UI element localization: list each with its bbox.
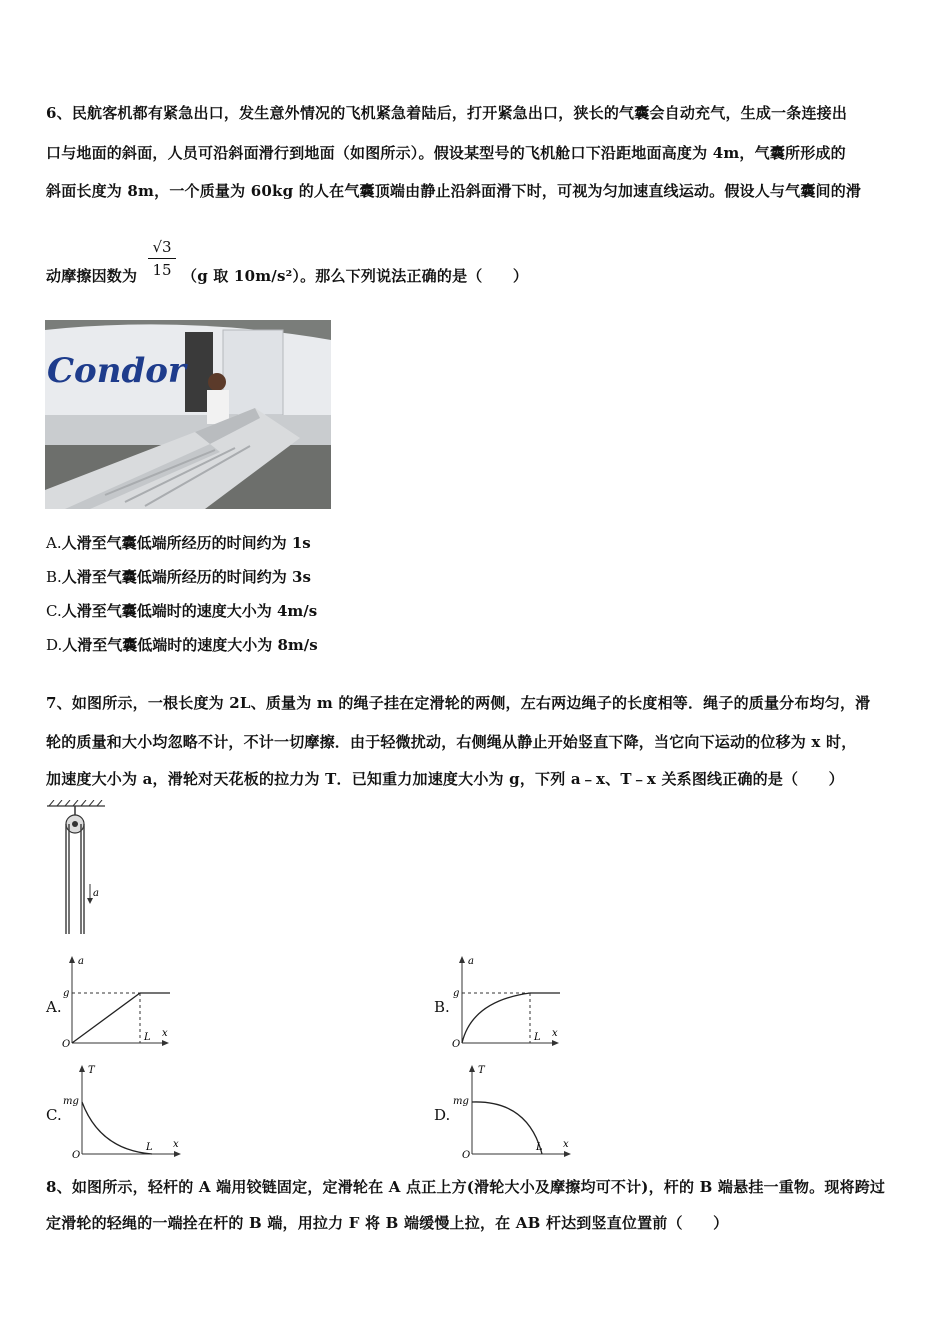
q6-option-a[interactable] [46, 532, 311, 553]
q6-option-b[interactable] [46, 566, 311, 587]
q6-option-c[interactable] [46, 600, 317, 621]
x-mark-label: L [144, 1032, 151, 1043]
x-mark-label: L [534, 1032, 541, 1043]
option-text: 人滑至气囊低端时的速度大小为 8m/s [62, 636, 318, 654]
y-mark-label: mg [63, 1096, 79, 1107]
fraction-denominator: 15 [152, 261, 172, 279]
origin-label: O [452, 1039, 461, 1049]
q7-text-line-1: 7、如图所示，一根长度为 2L、质量为 m 的绳子挂在定滑轮的两侧，左右两边绳子的长度相等．绳子的质量分布均匀，滑 [46, 694, 871, 712]
q7-option-a-letter: A. [46, 998, 62, 1016]
friction-coefficient-fraction [148, 238, 176, 279]
origin-label: O [62, 1039, 71, 1049]
q6-text-line-4-prefix: 动摩擦因数为 [46, 267, 138, 285]
q6-text-line-2: 口与地面的斜面，人员可沿斜面滑行到地面（如图所示）。假设某型号的飞机舱口下沿距地面高度为 4m，气囊所形成的 [46, 144, 846, 162]
y-mark-label: g [453, 988, 460, 999]
q7-text-line-3: 加速度大小为 a，滑轮对天花板的拉力为 T．已知重力加速度大小为 g，下列 a﹣x、T﹣x 关系图线正确的是（ ） [46, 770, 844, 788]
x-mark-label: L [146, 1142, 153, 1153]
acceleration-label: a [93, 888, 99, 899]
y-mark-label: g [63, 988, 70, 999]
option-letter: A. [46, 534, 62, 552]
option-letter: B. [46, 568, 62, 586]
y-mark-label: mg [453, 1096, 469, 1107]
x-axis-label: x [162, 1028, 168, 1039]
option-letter: C. [46, 602, 62, 620]
x-axis-label: x [552, 1028, 558, 1039]
q7-option-d-letter: D. [434, 1106, 451, 1124]
option-text: 人滑至气囊低端所经历的时间约为 1s [61, 534, 311, 552]
q7-option-b-graph[interactable] [450, 953, 562, 1049]
evacuation-slide-photo [45, 320, 331, 509]
origin-label: O [72, 1150, 81, 1160]
q6-text-line-3: 斜面长度为 8m，一个质量为 60kg 的人在气囊顶端由静止沿斜面滑下时，可视为匀加速直线运动。假设人与气囊间的滑 [46, 182, 862, 200]
origin-label: O [462, 1150, 471, 1160]
fraction-numerator: √3 [148, 238, 176, 259]
q7-option-d-graph[interactable] [450, 1062, 574, 1160]
y-axis-label: T [88, 1065, 95, 1076]
x-axis-label: x [563, 1139, 569, 1150]
y-axis-label: a [468, 956, 474, 967]
q7-option-b-letter: B. [434, 998, 450, 1016]
q7-option-c-graph[interactable] [60, 1062, 184, 1160]
q6-option-d[interactable] [46, 634, 318, 655]
y-axis-label: a [78, 956, 84, 967]
y-axis-label: T [478, 1065, 485, 1076]
x-axis-label: x [173, 1139, 179, 1150]
q7-text-line-2: 轮的质量和大小均忽略不计，不计一切摩擦．由于轻微扰动，右侧绳从静止开始竖直下降，当它向下运动的位移为 x 时， [46, 733, 857, 751]
x-mark-label: L [536, 1142, 543, 1153]
q8-text-line-2: 定滑轮的轻绳的一端拴在杆的 B 端，用拉力 F 将 B 端缓慢上拉，在 AB 杆达到竖直位置前（ ） [46, 1214, 729, 1232]
q6-text-line-4-suffix: （g 取 10m/s²）。那么下列说法正确的是（ ） [182, 267, 529, 285]
condor-logo: Condor [47, 351, 186, 391]
option-text: 人滑至气囊低端时的速度大小为 4m/s [61, 602, 318, 620]
option-text: 人滑至气囊低端所经历的时间约为 3s [61, 568, 311, 586]
pulley-rope-figure [45, 800, 107, 938]
option-letter: D. [46, 636, 63, 654]
q8-text-line-1: 8、如图所示，轻杆的 A 端用铰链固定，定滑轮在 A 点正上方(滑轮大小及摩擦均可不计)，杆的 B 端悬挂一重物。现将跨过 [46, 1178, 886, 1196]
q6-text-line-1: 6、民航客机都有紧急出口，发生意外情况的飞机紧急着陆后，打开紧急出口，狭长的气囊会自动充气，生成一条连接出 [46, 104, 848, 122]
q7-option-c-letter: C. [46, 1106, 62, 1124]
q7-option-a-graph[interactable] [60, 953, 172, 1049]
